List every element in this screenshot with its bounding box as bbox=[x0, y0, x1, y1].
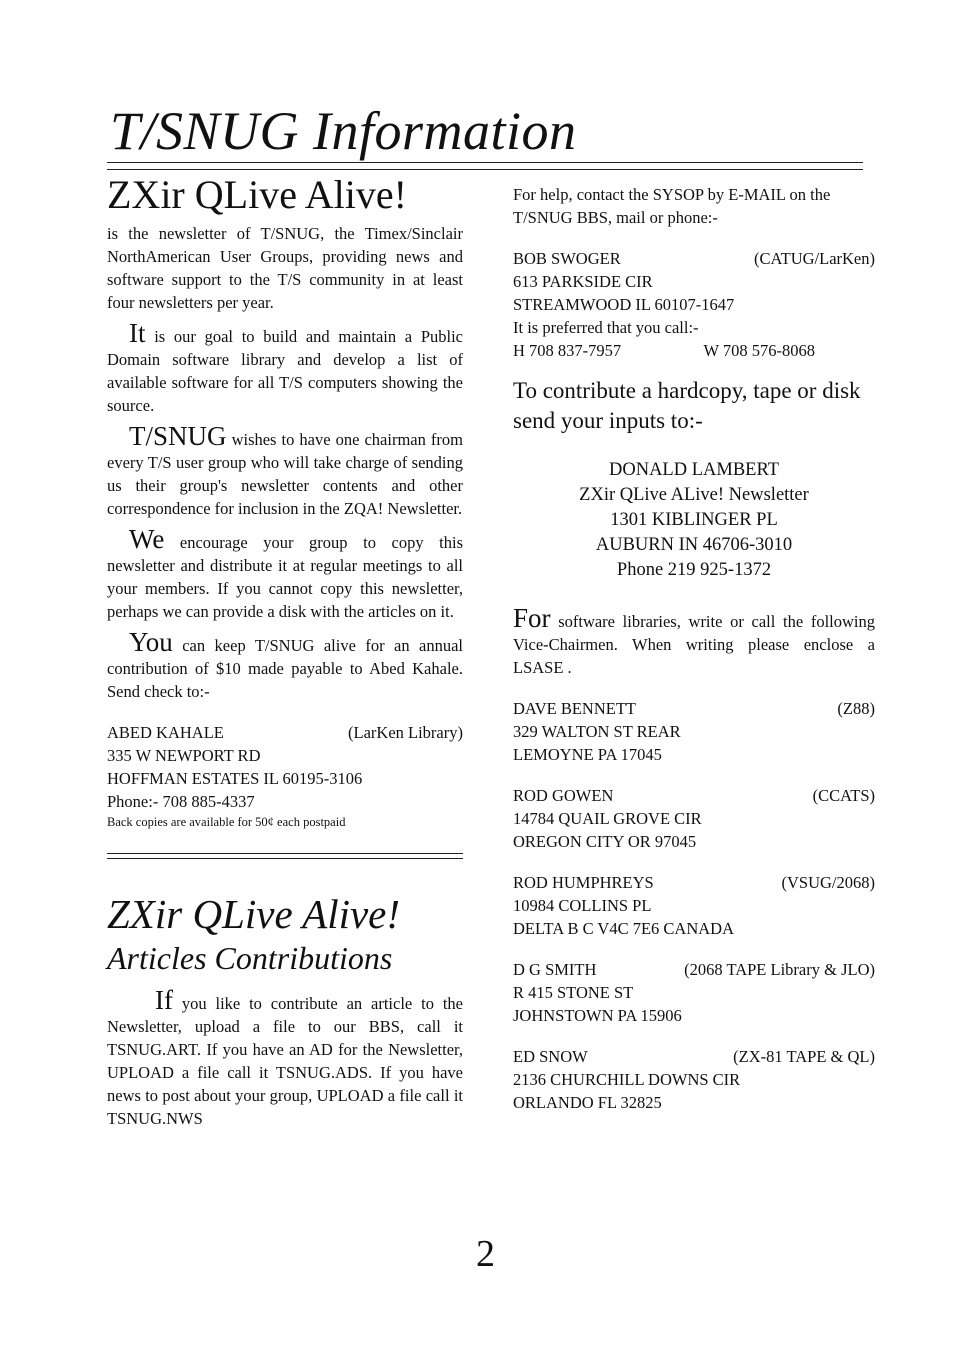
articles-subtitle: Articles Contributions bbox=[107, 940, 393, 976]
sysop-phones bbox=[513, 339, 815, 362]
articles-title: ZXir QLive Alive! bbox=[107, 891, 401, 937]
copy-paragraph: We encourage your group to copy this newsletter and distribute it at regular meetings to all your members. If you cannot copy this newsletter, perhaps we can provide a disk with the articles on it. bbox=[107, 524, 463, 621]
vice-chairman-address bbox=[513, 784, 875, 853]
title-rule-bottom bbox=[107, 169, 863, 170]
masthead-intro: is the newsletter of T/SNUG, the Timex/Sinclair NorthAmerican User Groups, providing news and software support to the T/S community in at least four newsletters per year. bbox=[107, 224, 463, 312]
right-column bbox=[513, 183, 875, 1114]
hardcopy-heading: To contribute a hardcopy, tape or disk send your inputs to:- bbox=[513, 378, 861, 433]
contact-city: ORLANDO FL 32825 bbox=[513, 1093, 662, 1112]
contact-city: JOHNSTOWN PA 15906 bbox=[513, 1006, 682, 1025]
vice-chairman-address bbox=[513, 958, 875, 1027]
treasurer-street: 335 W NEWPORT RD bbox=[107, 746, 261, 765]
sysop-name: BOB SWOGER bbox=[513, 249, 621, 268]
help-paragraph: For help, contact the SYSOP by E-MAIL on the T/SNUG BBS, mail or phone:- bbox=[513, 185, 831, 227]
contact-street: 10984 COLLINS PL bbox=[513, 896, 652, 915]
libraries-paragraph: For software libraries, write or call the following Vice-Chairmen. When writing please enclose a LSASE . bbox=[513, 603, 875, 677]
home-phone: H 708 837-7957 bbox=[513, 341, 622, 360]
goal-paragraph: It is our goal to build and maintain a Public Domain software library and develop a list of available software for all T/S computers showing the source. bbox=[107, 318, 463, 415]
sysop-city: STREAMWOOD IL 60107-1647 bbox=[513, 295, 735, 314]
contact-name: ROD GOWEN bbox=[513, 786, 614, 805]
left-column bbox=[107, 172, 463, 1130]
editor-address bbox=[513, 458, 875, 583]
sysop-address bbox=[513, 247, 875, 316]
contact-name: ROD HUMPHREYS bbox=[513, 873, 654, 892]
editor-city: AUBURN IN 46706-3010 bbox=[595, 535, 793, 555]
treasurer-address bbox=[107, 721, 463, 831]
vice-chairman-address bbox=[513, 697, 875, 766]
editor-phone: Phone 219 925-1372 bbox=[616, 560, 772, 580]
work-phone: W 708 576-8068 bbox=[703, 341, 815, 360]
masthead-title: ZXir QLive Alive! bbox=[107, 172, 407, 217]
contact-name: ED SNOW bbox=[513, 1047, 588, 1066]
treasurer-name: ABED KAHALE bbox=[107, 723, 224, 742]
treasurer-city: HOFFMAN ESTATES IL 60195-3106 bbox=[107, 769, 363, 788]
section-divider bbox=[107, 853, 463, 859]
sysop-street: 613 PARKSIDE CIR bbox=[513, 272, 653, 291]
page-title: T/SNUG Information bbox=[110, 101, 577, 161]
editor-org: ZXir QLive ALive! Newsletter bbox=[579, 485, 809, 505]
contact-tag: (2068 TAPE Library & JLO) bbox=[684, 960, 875, 979]
editor-name: DONALD LAMBERT bbox=[608, 460, 779, 480]
sysop-tag: (CATUG/LarKen) bbox=[754, 249, 875, 268]
contact-street: 14784 QUAIL GROVE CIR bbox=[513, 809, 702, 828]
back-copies-note: Back copies are available for 50¢ each postpaid bbox=[107, 815, 346, 829]
contact-city: LEMOYNE PA 17045 bbox=[513, 745, 662, 764]
title-rule-top bbox=[107, 162, 863, 163]
contact-tag: (CCATS) bbox=[812, 786, 875, 805]
treasurer-tag: (LarKen Library) bbox=[348, 723, 463, 742]
chairman-paragraph: T/SNUG wishes to have one chairman from every T/S user group who will take charge of sending us their group's newsletter contents and other correspondence for inclusion in the ZQA! Newsletter. bbox=[107, 421, 463, 518]
contact-name: D G SMITH bbox=[513, 960, 597, 979]
articles-paragraph: If you like to contribute an article to the Newsletter, upload a file to our BBS, call it TSNUG.ART. If you have an AD for the Newsletter, UPLOAD a file call it TSNUG.ADS. If you have news to post about your group, UPLOAD a file call it TSNUG.NWS bbox=[107, 985, 463, 1128]
call-note: It is preferred that you call:- bbox=[513, 318, 699, 337]
contact-tag: (ZX-81 TAPE & QL) bbox=[733, 1047, 875, 1066]
contribution-paragraph: You can keep T/SNUG alive for an annual contribution of $10 made payable to Abed Kahale. Send check to:- bbox=[107, 627, 463, 701]
vice-chairman-address bbox=[513, 871, 875, 940]
contact-city: DELTA B C V4C 7E6 CANADA bbox=[513, 919, 734, 938]
contact-city: OREGON CITY OR 97045 bbox=[513, 832, 697, 851]
contact-street: 329 WALTON ST REAR bbox=[513, 722, 681, 741]
contact-street: R 415 STONE ST bbox=[513, 983, 634, 1002]
page-number: 2 bbox=[476, 1233, 495, 1275]
contact-street: 2136 CHURCHILL DOWNS CIR bbox=[513, 1070, 741, 1089]
contact-tag: (Z88) bbox=[837, 699, 875, 718]
contact-tag: (VSUG/2068) bbox=[781, 873, 875, 892]
contact-name: DAVE BENNETT bbox=[513, 699, 636, 718]
editor-street: 1301 KIBLINGER PL bbox=[610, 510, 778, 530]
treasurer-phone: Phone:- 708 885-4337 bbox=[107, 792, 255, 811]
vice-chairman-address bbox=[513, 1045, 875, 1114]
